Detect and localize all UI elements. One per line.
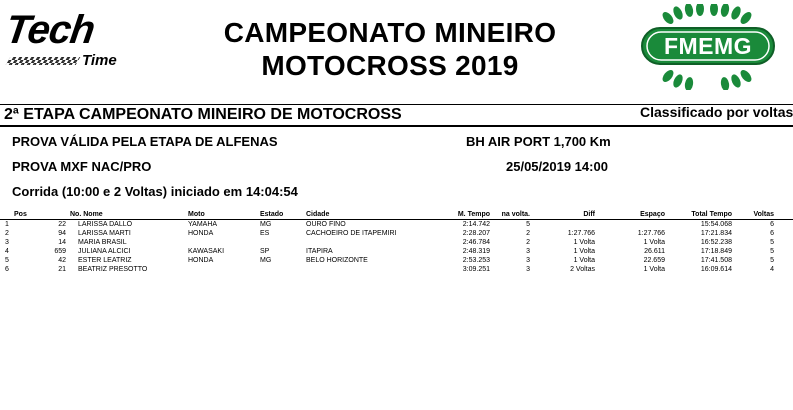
row-laps: 5 <box>770 248 774 255</box>
page-title-line2: MOTOCROSS 2019 <box>261 50 519 81</box>
row-number: 42 <box>58 257 66 264</box>
col-header-espaco: Espaço <box>595 210 665 220</box>
classification-label: Classificado por voltas <box>640 104 793 120</box>
table-row <box>0 220 793 230</box>
row-best-lap: 5 <box>526 221 530 228</box>
row-number: 14 <box>58 239 66 246</box>
row-pos: 6 <box>5 266 9 273</box>
row-name: ESTER LEATRIZ <box>78 257 132 264</box>
col-header-moto: Moto <box>188 210 260 220</box>
row-best-lap: 3 <box>526 257 530 264</box>
checkered-flag-icon <box>6 57 81 65</box>
row-pos: 5 <box>5 257 9 264</box>
col-header-nome: Nome <box>83 211 103 218</box>
col-header-diff: Diff <box>530 210 595 220</box>
table-row <box>0 229 793 238</box>
row-moto: HONDA <box>188 230 214 237</box>
row-best-lap: 2 <box>526 239 530 246</box>
row-laps: 6 <box>770 230 774 237</box>
col-header-navolta: na volta. <box>490 210 530 220</box>
row-moto: HONDA <box>188 257 214 264</box>
col-header-pos: Pos <box>14 210 66 220</box>
col-header-voltas: Voltas <box>732 210 774 220</box>
row-estado: SP <box>260 248 270 255</box>
row-laps: 6 <box>770 221 774 228</box>
row-best-lap: 2 <box>526 230 530 237</box>
row-moto: KAWASAKI <box>188 248 225 255</box>
page-title-line1: CAMPEONATO MINEIRO <box>223 17 557 48</box>
table-body <box>0 220 793 275</box>
row-moto <box>188 238 260 247</box>
table-row <box>0 256 793 265</box>
row-name: LARISSA DALLÓ <box>78 221 133 228</box>
row-estado: ES <box>260 230 270 237</box>
row-number: 94 <box>58 230 66 237</box>
row-diff: 1:27.766 <box>567 230 595 237</box>
row-moto: YAMAHA <box>188 221 218 228</box>
row-best-lap: 3 <box>526 266 530 273</box>
col-header-mtempo: M. Tempo <box>424 210 490 220</box>
row-cidade <box>306 238 424 247</box>
logo-tech-word: Tech <box>2 8 97 52</box>
table-header-row <box>0 210 793 220</box>
row-pos: 3 <box>5 239 9 246</box>
row-name: JULIANA ALCICI <box>78 248 131 255</box>
row-cidade <box>306 265 424 274</box>
row-diff: 1 Volta <box>573 248 595 255</box>
row-best-time: 2:53.253 <box>462 257 490 264</box>
row-total-time: 15:54.068 <box>700 221 732 228</box>
row-name: LARISSA MARTI <box>78 230 131 237</box>
row-gap <box>595 220 665 230</box>
table-row <box>0 265 793 274</box>
col-header-cidade: Cidade <box>306 210 424 220</box>
row-cidade: OURO FINO <box>306 221 346 228</box>
row-pos: 1 <box>5 221 9 228</box>
stage-title: 2ª ETAPA CAMPEONATO MINEIRO DE MOTOCROSS <box>4 106 402 123</box>
row-estado: MG <box>260 221 272 228</box>
col-header-estado: Estado <box>260 210 306 220</box>
datetime-info: 25/05/2019 14:00 <box>506 159 608 174</box>
logo-time-word: Time <box>82 52 117 69</box>
row-total-time: 17:18.849 <box>700 248 732 255</box>
row-number: 659 <box>54 248 66 255</box>
col-header-no: No. <box>70 211 82 218</box>
track-info: BH AIR PORT 1,700 Km <box>466 134 611 149</box>
table-row <box>0 238 793 247</box>
tech-time-logo <box>2 8 151 70</box>
row-best-lap: 3 <box>526 248 530 255</box>
row-gap: 22.659 <box>643 257 665 264</box>
results-table <box>0 210 793 274</box>
row-diff: 1 Volta <box>573 239 595 246</box>
row-best-time: 2:46.784 <box>462 239 490 246</box>
row-estado <box>260 265 306 274</box>
row-cidade: ITAPIRA <box>306 248 333 255</box>
row-total-time: 17:41.508 <box>700 257 732 264</box>
col-header-name <box>70 210 188 220</box>
row-estado <box>260 238 306 247</box>
table-row <box>0 247 793 256</box>
row-name: BEATRIZ PRESOTTO <box>78 266 148 273</box>
fmemg-logo <box>638 4 778 90</box>
row-moto <box>188 265 260 274</box>
row-laps: 4 <box>770 266 774 273</box>
race-info: Corrida (10:00 e 2 Voltas) iniciado em 14:04:54 <box>12 184 298 199</box>
row-total-time: 16:09.614 <box>700 266 732 273</box>
row-gap: 26.611 <box>644 248 665 255</box>
row-name: MARIA BRASIL <box>78 239 127 246</box>
category-info: PROVA MXF NAC/PRO <box>12 159 152 174</box>
row-best-time: 2:48.319 <box>462 248 490 255</box>
row-best-time: 2:28.207 <box>462 230 490 237</box>
row-laps: 5 <box>770 239 774 246</box>
row-diff <box>530 220 595 230</box>
row-gap: 1 Volta <box>643 239 665 246</box>
row-pos: 4 <box>5 248 9 255</box>
divider <box>0 125 793 127</box>
row-gap: 1 Volta <box>643 266 665 273</box>
col-header-total: Total Tempo <box>665 210 732 220</box>
row-gap: 1:27.766 <box>637 230 665 237</box>
row-number: 22 <box>58 221 66 228</box>
row-estado: MG <box>260 257 272 264</box>
row-laps: 5 <box>770 257 774 264</box>
row-total-time: 17:21.834 <box>700 230 732 237</box>
row-cidade: CACHOEIRO DE ITAPEMIRI <box>306 230 397 237</box>
row-cidade: BELO HORIZONTE <box>306 257 368 264</box>
row-best-time: 3:09.251 <box>462 266 490 273</box>
row-diff: 1 Volta <box>573 257 595 264</box>
row-best-time: 2:14.742 <box>462 221 490 228</box>
row-diff: 2 Voltas <box>570 266 595 273</box>
row-total-time: 16:52.238 <box>700 239 732 246</box>
fmemg-logo-text: FMEMG <box>663 33 753 59</box>
row-pos: 2 <box>5 230 9 237</box>
proof-info: PROVA VÁLIDA PELA ETAPA DE ALFENAS <box>12 134 278 149</box>
row-number: 21 <box>58 266 66 273</box>
